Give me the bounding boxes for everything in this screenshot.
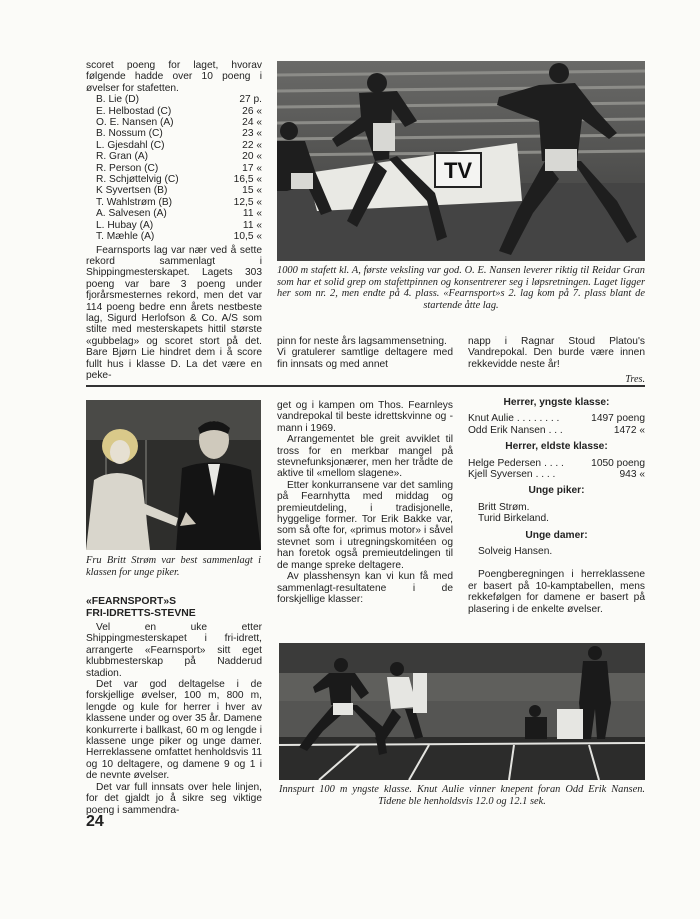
result-row: [468, 413, 645, 424]
score-name: R. Schjøttelvig (C): [96, 174, 179, 186]
left-article-column: [86, 622, 262, 816]
prize-ceremony-photo: [86, 400, 261, 550]
score-name: T. Wahlstrøm (B): [96, 196, 173, 208]
score-row: [96, 128, 262, 139]
headline-line-1: «FEARNSPORT»S: [86, 596, 177, 607]
result-dots: . . . .: [544, 457, 564, 469]
score-name: R. Gran (A): [96, 151, 149, 163]
score-name: A. Salvesen (A): [96, 208, 167, 220]
headline-line-2: FRI-IDRETTS-STEVNE: [86, 608, 196, 619]
middle-article-column: [277, 400, 453, 605]
score-name: R. Person (C): [96, 162, 159, 174]
score-name: T. Mæhle (A): [96, 231, 155, 243]
score-name: L. Hubay (A): [96, 219, 154, 231]
score-value: 24 «: [242, 117, 262, 129]
score-value: 17 «: [242, 162, 262, 174]
sprint-photo-caption: Innspurt 100 m yngste klasse. Knut Aulie vinner knepent foran Odd Erik Nansen. Tidene ble henholdsvis 12.0 og 12.1 sek.: [279, 784, 645, 807]
article-headline: [86, 596, 262, 620]
score-row: [96, 185, 262, 196]
prize-photo-caption: Fru Britt Strøm var best sammenlagt i klassen for unge piker.: [86, 555, 261, 578]
top-middle-column: pinn for neste års lagsammensetning. Vi gratulerer samtlige deltagere med fin innsats og med annet: [277, 336, 453, 370]
women-result-1: Solveig Hansen.: [478, 546, 553, 558]
score-value: 26 «: [242, 105, 262, 117]
team-paragraph: Fearnsports lag var nær ved å sette rekord sammenlagt i Shippingmesterskapet. Lagets 303 poeng var bare 3 poeng under fjorårsmesternes rekord, men det var 114 poeng bedre enn årets nestbeste lag, Sigurd Herlofson & Co. A/S som stilte med mesterskapets hittil største «gubbelag» og scoret stort på det. Bare Bjørn Lie hindret dem i å score fullt hus i klasse D. La det være en peke-: [86, 244, 262, 381]
score-row: [96, 220, 262, 231]
mid-paragraph-2: Arrangementet ble greit avviklet til tross for en merkbar mangel på stevnefunksjonærer, men her trådte de aktive til «mellom slagene».: [277, 434, 453, 480]
score-row: [96, 174, 262, 185]
result-row: [468, 458, 645, 469]
result-points: 1050 poeng: [591, 457, 645, 469]
pokal-paragraph: napp i Ragnar Stoud Platou's Vandrepokal. Den burde være innen rekkevidde neste år!: [468, 336, 645, 370]
score-row: [96, 106, 262, 117]
score-name: K Syvertsen (B): [96, 185, 168, 197]
score-name: B. Nossum (C): [96, 128, 163, 140]
score-value: 20 «: [242, 151, 262, 163]
score-value: 22 «: [242, 139, 262, 151]
page-number: 24: [86, 813, 104, 830]
result-points: 1497 poeng: [591, 413, 645, 425]
result-points: 1472 «: [613, 424, 645, 436]
result-name: Odd Erik Nansen: [468, 424, 546, 436]
score-row: [96, 208, 262, 219]
result-name-group: [468, 469, 555, 480]
mid-paragraph-4: Av plasshensyn kan vi kun få med sammenlagt-resultatene i de forskjellige klasser:: [277, 571, 453, 605]
result-row: [468, 469, 645, 480]
result-dots: . . . .: [535, 469, 556, 481]
results-men-old: [468, 458, 645, 481]
result-name: Helge Pedersen: [468, 457, 542, 469]
relay-photo-caption: 1000 m stafett kl. A, første veksling var god. O. E. Nansen leverer riktig til Reidar Gran som har et solid grep om stafettpinnen og konsentrerer seg i løpsretningen. Laget ligger her som nr. 2, men endte på 4. plass. «Fearnsport»s 2. lag kom på 7. plass blant de startende åtte lag.: [277, 265, 645, 311]
score-value: 11 «: [242, 219, 262, 231]
score-row: [96, 94, 262, 105]
score-value: 16,5 «: [233, 174, 262, 186]
result-name-group: [468, 425, 563, 436]
mid-paragraph-3: Etter konkurransene var det samling på Fearnhytta med middag og premieutdeling, i tradisjonelle, hyggelige former. Tor Erik Bakke var, som så ofte for, «primus motor» i såvel stevnet som i utregningskomitéen og han foretok også premieutdelingen til de mange spreke deltagere.: [277, 479, 453, 571]
score-row: [96, 151, 262, 162]
score-row: [96, 163, 262, 174]
intro-paragraph: scoret poeng for laget, hvorav følgende hadde over 10 poeng i øvelser for stafetten.: [86, 60, 262, 94]
result-dots: . . .: [548, 424, 563, 436]
section-divider: [86, 385, 645, 387]
left-paragraph-2: Det var god deltagelse i de forskjellige øvelser, 100 m, 800 m, lengde og kule for herrer i hver av klassene under og over 35 år. Damene konkurrerte i ballkast, 60 m og lengde i klassene unge piker og unge damer. Herreklassene omfattet henholdsvis 11 og 10 deltagere, og damene 9 og 1 i de nevnte øvelser.: [86, 679, 262, 782]
score-list: [96, 94, 262, 242]
score-value: 11 «: [242, 208, 262, 220]
sprint-finish-photo: [279, 643, 645, 780]
score-value: 12,5 «: [233, 196, 262, 208]
result-name-group: [468, 413, 559, 424]
result-name: Kjell Syversen: [468, 469, 533, 481]
results-heading-men-young: Herrer, yngste klasse:: [503, 397, 610, 408]
result-row: [468, 425, 645, 436]
relay-race-photo: [277, 61, 645, 261]
score-value: 27 p.: [239, 94, 262, 106]
result-points: 943 «: [619, 469, 645, 481]
results-heading-women: Unge damer:: [525, 529, 588, 541]
results-column: [468, 397, 645, 615]
score-row: [96, 140, 262, 151]
score-name: E. Helbostad (C): [96, 105, 172, 117]
result-name-group: [468, 458, 564, 469]
results-heading-girls: Unge piker:: [528, 485, 585, 497]
top-right-column: [468, 336, 645, 386]
score-name: O. E. Nansen (A): [96, 117, 174, 129]
banner-tv-text: TV: [443, 158, 473, 183]
girls-result-2: Turid Birkeland.: [478, 513, 549, 525]
scoring-note: Poengberegningen i herreklassene er basert på 10-kamptabellen, mens rekkefølgen for damene er basert på plasering i de enkelte øvelser.: [468, 569, 645, 615]
score-row: [96, 197, 262, 208]
girls-result-1: Britt Strøm.: [478, 501, 530, 513]
score-value: 23 «: [242, 128, 262, 140]
score-value: 10,5 «: [233, 231, 262, 243]
results-men-young: [468, 413, 645, 436]
left-paragraph-1: Vel en uke etter Shippingmesterskapet i fri-idrett, arrangerte «Fearnsport» sitt eget klubbmesterskap på Nadderud stadion.: [86, 622, 262, 679]
score-value: 15 «: [242, 185, 262, 197]
score-name: L. Gjesdahl (C): [96, 139, 165, 151]
top-left-column: [86, 60, 262, 381]
score-name: B. Lie (D): [96, 94, 140, 106]
score-row: [96, 117, 262, 128]
mid-paragraph-1: get og i kampen om Thos. Fearnleys vandrepokal til beste idrettskvinne og -mann i 1969.: [277, 400, 453, 434]
result-name: Knut Aulie: [468, 413, 514, 425]
score-row: [96, 231, 262, 242]
results-heading-men-old: Herrer, eldste klasse:: [505, 441, 608, 453]
result-dots: . . . . . . . .: [516, 413, 560, 425]
signature: Tres.: [625, 374, 645, 386]
left-paragraph-3: Det var full innsats over hele linjen, for det gjaldt jo å sikre seg viktige poeng i sammendra-: [86, 781, 262, 816]
